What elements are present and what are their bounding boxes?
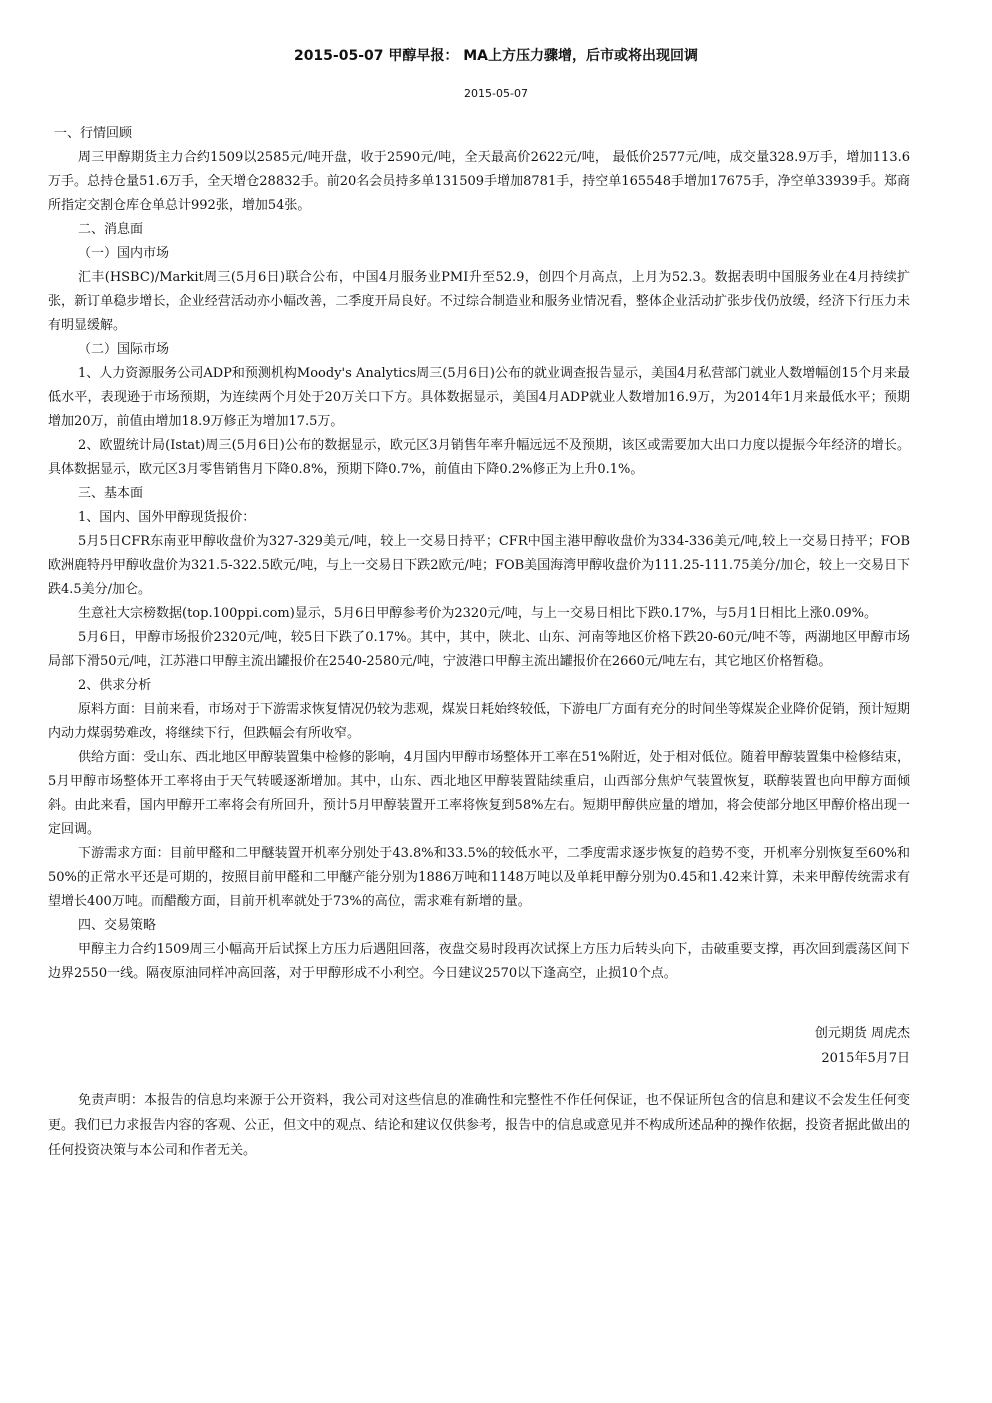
subheading-supply-demand: 2、供求分析	[78, 678, 152, 693]
paragraph-supply: 供给方面：受山东、西北地区甲醇装置集中检修的影响，4月国内甲醇市场整体开工率在51%附近，处于相对低位。随着甲醇装置集中检修结束，5月甲醇市场整体开工率将由于天气转暖逐渐增加。其中，山东、西北地区甲醇装置陆续重启，山西部分焦炉气装置恢复，联醇装置也向甲醇方面倾斜。由此来看，国内甲醇开工率将会有所回升，预计5月甲醇装置开工率将恢复到58%左右。短期甲醇供应量的增加，将会使部分地区甲醇价格出现一定回调。	[48, 750, 910, 837]
paragraph-eurostat-report: 2、欧盟统计局(Istat)周三(5月6日)公布的数据显示，欧元区3月销售年率升幅远远不及预期，该区或需要加大出口力度以提振今年经济的增长。具体数据显示，欧元区3月零售销售月下降0.8%，预期下降0.7%，前值由下降0.2%修正为上升0.1%。	[48, 438, 910, 477]
paragraph-trading-strategy: 甲醇主力合约1509周三小幅高开后试探上方压力后遇阻回落，夜盘交易时段再次试探上方压力后转头向下，击破重要支撑，再次回到震荡区间下边界2550一线。隔夜原油同样冲高回落，对于甲醇形成不小利空。今日建议2570以下逢高空，止损10个点。	[48, 942, 910, 981]
section-heading-news: 二、消息面	[78, 222, 144, 237]
paragraph-adp-report: 1、人力资源服务公司ADP和预测机构Moody's Analytics周三(5月6日)公布的就业调查报告显示，美国4月私营部门就业人数增幅创15个月来最低水平，表现逊于市场预期，为连续两个月处于20万关口下方。具体数据显示，美国4月ADP就业人数增加16.9万，为2014年1月来最低水平；预期增加20万，前值由增加18.9万修正为增加17.5万。	[48, 366, 910, 429]
paragraph-domestic-news: 汇丰(HSBC)/Markit周三(5月6日)联合公布，中国4月服务业PMI升至52.9，创四个月高点，上月为52.3。数据表明中国服务业在4月持续扩张，新订单稳步增长，企业经营活动亦小幅改善，二季度开局良好。不过综合制造业和服务业情况看，整体企业活动扩张步伐仍放缓，经济下行压力未有明显缓解。	[48, 270, 910, 333]
signature-block	[815, 1021, 910, 1071]
disclaimer-text: 免责声明：本报告的信息均来源于公开资料，我公司对这些信息的准确性和完整性不作任何保证，也不保证所包含的信息和建议不会发生任何变更。我们已力求报告内容的客观、公正，但文中的观点、结论和建议仅供参考，报告中的信息或意见并不构成所述品种的操作依据，投资者据此做出的任何投资决策与本公司和作者无关。	[48, 1093, 910, 1158]
subheading-international-market: （二）国际市场	[78, 342, 170, 357]
subheading-spot-prices: 1、国内、国外甲醇现货报价：	[78, 510, 256, 525]
subheading-domestic-market: （一）国内市场	[78, 246, 170, 261]
section-heading-market-review: 一、行情回顾	[54, 126, 133, 141]
section-heading-fundamentals: 三、基本面	[78, 486, 144, 501]
paragraph-spot-prices: 5月5日CFR东南亚甲醇收盘价为327-329美元/吨，较上一交易日持平；CFR中国主港甲醇收盘价为334-336美元/吨,较上一交易日持平；FOB欧洲鹿特丹甲醇收盘价为321.5-322.5欧元/吨，与上一交易日下跌2欧元/吨；FOB美国海湾甲醇收盘价为111.25-111.75美分/加仑，较上一交易日下跌4.5美分/加仑。	[48, 534, 910, 597]
paragraph-market-quotes: 5月6日，甲醇市场报价2320元/吨，较5日下跌了0.17%。其中，其中，陕北、山东、河南等地区价格下跌20-60元/吨不等，两湖地区甲醇市场局部下滑50元/吨，江苏港口甲醇主流出罐报价在2540-2580元/吨，宁波港口甲醇主流出罐报价在2660元/吨左右，其它地区价格暂稳。	[48, 630, 910, 669]
paragraph-market-review: 周三甲醇期货主力合约1509以2585元/吨开盘，收于2590元/吨，全天最高价2622元/吨， 最低价2577元/吨，成交量328.9万手，增加113.6万手。总持仓量51.6万手，全天增仓28832手。前20名会员持多单131509手增加8781手，持空单165548手增加17675手，净空单33939手。郑商所指定交割仓库仓单总计992张，增加54张。	[48, 150, 910, 213]
signature-date: 2015年5月7日	[821, 1051, 910, 1066]
report-body	[48, 122, 910, 986]
report-date: 2015-05-07	[464, 87, 528, 100]
section-heading-trading-strategy: 四、交易策略	[78, 918, 157, 933]
signature-author: 创元期货 周虎杰	[814, 1026, 910, 1041]
paragraph-downstream-demand: 下游需求方面：目前甲醛和二甲醚装置开机率分别处于43.8%和33.5%的较低水平，二季度需求逐步恢复的趋势不变，开机率分别恢复至60%和50%的正常水平还是可期的，按照目前甲醛和二甲醚产能分别为1886万吨和1148万吨以及单耗甲醇分别为0.45和1.42来计算，未来甲醇传统需求有望增长400万吨。而醋酸方面，目前开机率就处于73%的高位，需求难有新增的量。	[48, 846, 910, 909]
paragraph-raw-materials: 原料方面：目前来看，市场对于下游需求恢复情况仍较为悲观，煤炭日耗始终较低，下游电厂方面有充分的时间坐等煤炭企业降价促销，预计短期内动力煤弱势难改，将继续下行，但跌幅会有所收窄。	[48, 702, 911, 741]
paragraph-100ppi-data: 生意社大宗榜数据(top.100ppi.com)显示，5月6日甲醇参考价为2320元/吨，与上一交易日相比下跌0.17%，与5月1日相比上涨0.09%。	[78, 606, 877, 621]
report-title: 2015-05-07 甲醇早报： MA上方压力骤增，后市或将出现回调	[293, 48, 699, 64]
